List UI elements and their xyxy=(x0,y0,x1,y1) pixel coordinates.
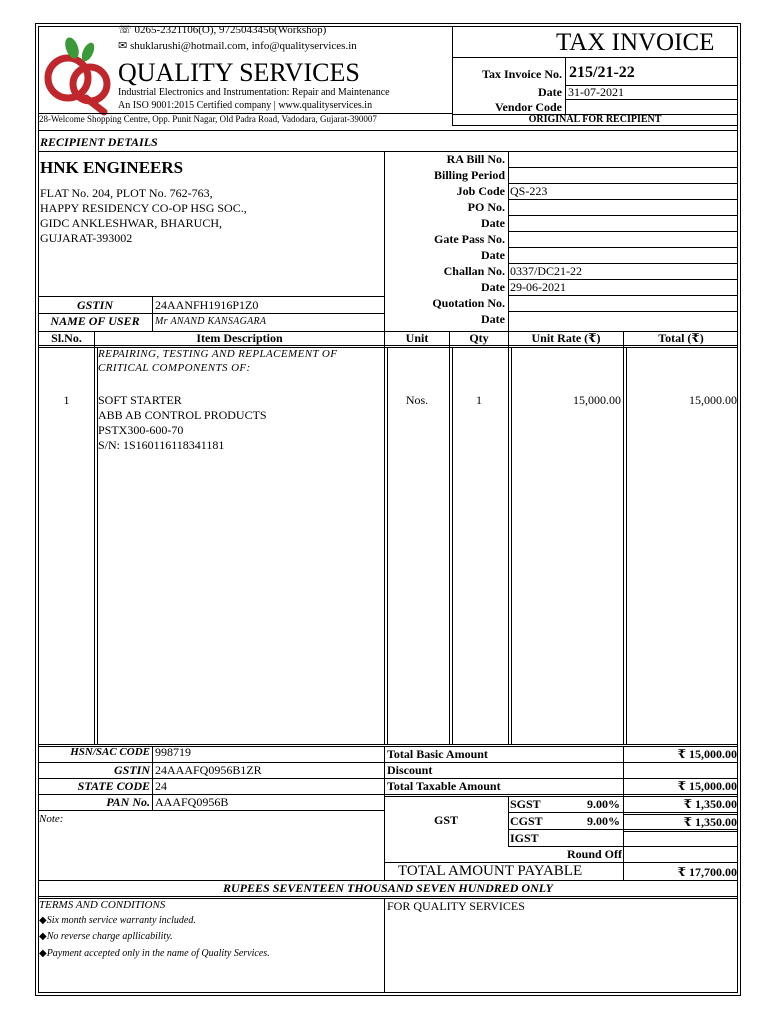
mail-icon: ✉ xyxy=(118,40,130,52)
invoice-date: 31-07-2021 xyxy=(568,85,624,99)
item-desc-line: SOFT STARTER xyxy=(98,393,182,407)
ref-value: 0337/DC21-22 xyxy=(510,264,582,278)
ref-value: 29-06-2021 xyxy=(510,280,566,294)
total-payable-label: TOTAL AMOUNT PAYABLE xyxy=(398,863,583,879)
ref-label: Date xyxy=(481,248,505,262)
sgst-rate: 9.00% xyxy=(587,797,620,811)
invoice-no: 215/21-22 xyxy=(569,64,635,81)
recipient-name: HNK ENGINEERS xyxy=(40,158,184,177)
cgst-amount: ₹ 1,350.00 xyxy=(683,815,737,829)
item-total: 15,000.00 xyxy=(689,393,737,407)
ref-label: PO No. xyxy=(467,200,505,214)
item-desc-line: ABB AB CONTROL PRODUCTS xyxy=(98,408,267,422)
item-desc-line: S/N: 1S160116118341181 xyxy=(98,438,225,452)
hsn-label: HSN/SAC CODE xyxy=(70,746,150,758)
terms-item: ◆Six month service warranty included. xyxy=(39,915,196,926)
ref-label: Date xyxy=(481,280,505,294)
note-label: Note: xyxy=(39,813,64,825)
address-line: GUJARAT-393002 xyxy=(40,231,133,245)
round-off-label: Round Off xyxy=(566,847,622,861)
company-iso: An ISO 9001:2015 Certified company | www.qualityservices.in xyxy=(118,100,373,111)
header-rate: Unit Rate (₹) xyxy=(531,331,601,345)
header-sl: Sl.No. xyxy=(51,331,82,345)
gstin-label: GSTIN xyxy=(76,298,113,312)
company-tagline: Industrial Electronics and Instrumentation: Repair and Maintenance xyxy=(118,87,390,98)
recipient-gstin: 24AANFH1916P1Z0 xyxy=(155,298,259,312)
total-taxable-label: Total Taxable Amount xyxy=(387,779,501,793)
hsn-code: 998719 xyxy=(155,745,191,759)
total-basic: ₹ 15,000.00 xyxy=(677,747,737,761)
user-label: NAME OF USER xyxy=(50,314,140,328)
ref-value: QS-223 xyxy=(510,184,548,198)
address-line: HAPPY RESIDENCY CO-OP HSG SOC., xyxy=(40,201,247,215)
header-total: Total (₹) xyxy=(658,331,704,345)
discount-label: Discount xyxy=(387,763,433,777)
header-qty: Qty xyxy=(469,331,489,345)
terms-title: TERMS AND CONDITIONS xyxy=(39,899,166,911)
address-line: GIDC ANKLESHWAR, BHARUCH, xyxy=(40,216,223,230)
invoice-title: TAX INVOICE xyxy=(556,29,715,56)
item-rate: 15,000.00 xyxy=(573,393,621,407)
company-address: 28-Welcome Shopping Centre, Opp. Punit Nagar, Old Padra Road, Vadodara, Gujarat-390007 xyxy=(39,114,377,124)
cgst-label: CGST xyxy=(510,814,543,828)
company-logo xyxy=(42,32,114,116)
header-unit: Unit xyxy=(405,331,429,345)
signature-label: FOR QUALITY SERVICES xyxy=(387,899,525,913)
gst-label: GST xyxy=(433,813,458,827)
vendor-code-label: Vendor Code xyxy=(494,100,562,114)
pan-label: PAN No. xyxy=(106,795,150,809)
phone-icon: ☏ xyxy=(118,24,135,36)
invoice-date-label: Date xyxy=(538,85,562,99)
header-desc: Item Description xyxy=(196,331,283,345)
invoice-no-label: Tax Invoice No. xyxy=(482,67,562,81)
cgst-rate: 9.00% xyxy=(587,814,620,828)
item-heading-line: CRITICAL COMPONENTS OF: xyxy=(98,362,251,374)
recipient-address xyxy=(40,186,247,246)
amount-in-words: RUPEES SEVENTEEN THOUSAND SEVEN HUNDRED ONLY xyxy=(223,881,553,895)
terms-item: ◆Payment accepted only in the name of Quality Services. xyxy=(39,948,270,959)
company-gstin: 24AAAFQ0956B1ZR xyxy=(155,763,262,777)
company-gstin-label: GSTIN xyxy=(113,763,150,777)
item-description xyxy=(98,393,267,453)
item-qty: 1 xyxy=(476,393,482,407)
ref-label: Billing Period xyxy=(433,168,505,182)
company-name: QUALITY SERVICES xyxy=(118,58,360,87)
item-unit: Nos. xyxy=(405,393,429,407)
phone-line: ☏ 0265-2321106(O), 9725043456(Workshop) xyxy=(118,24,327,36)
igst-label: IGST xyxy=(510,831,539,845)
recipient-section-label: RECIPIENT DETAILS xyxy=(40,135,158,149)
item-sl: 1 xyxy=(63,393,70,407)
item-heading-line: REPAIRING, TESTING AND REPLACEMENT OF xyxy=(98,348,338,360)
ref-label: Gate Pass No. xyxy=(434,232,505,246)
ref-label: Challan No. xyxy=(443,264,505,278)
ref-label: RA Bill No. xyxy=(446,152,505,166)
item-desc-line: PSTX300-600-70 xyxy=(98,423,184,437)
pan-no: AAAFQ0956B xyxy=(155,795,229,809)
ref-label: Job Code xyxy=(456,184,505,198)
ref-label: Date xyxy=(481,216,505,230)
total-taxable: ₹ 15,000.00 xyxy=(677,779,737,793)
ref-label: Quotation No. xyxy=(432,296,505,310)
total-basic-label: Total Basic Amount xyxy=(387,747,488,761)
recipient-user: Mr ANAND KANSAGARA xyxy=(155,316,267,327)
sgst-label: SGST xyxy=(510,797,541,811)
state-code: 24 xyxy=(155,779,167,793)
total-payable: ₹ 17,700.00 xyxy=(677,865,737,879)
email-line: ✉ shuklarushi@hotmail.com, info@qualityservices.in xyxy=(118,40,357,52)
copy-label: ORIGINAL FOR RECIPIENT xyxy=(528,114,662,125)
terms-item: ◆No reverse charge apllicability. xyxy=(39,931,173,942)
ref-label: Date xyxy=(481,312,505,326)
address-line: FLAT No. 204, PLOT No. 762-763, xyxy=(40,186,213,200)
sgst-amount: ₹ 1,350.00 xyxy=(683,797,737,811)
state-code-label: STATE CODE xyxy=(77,779,150,793)
